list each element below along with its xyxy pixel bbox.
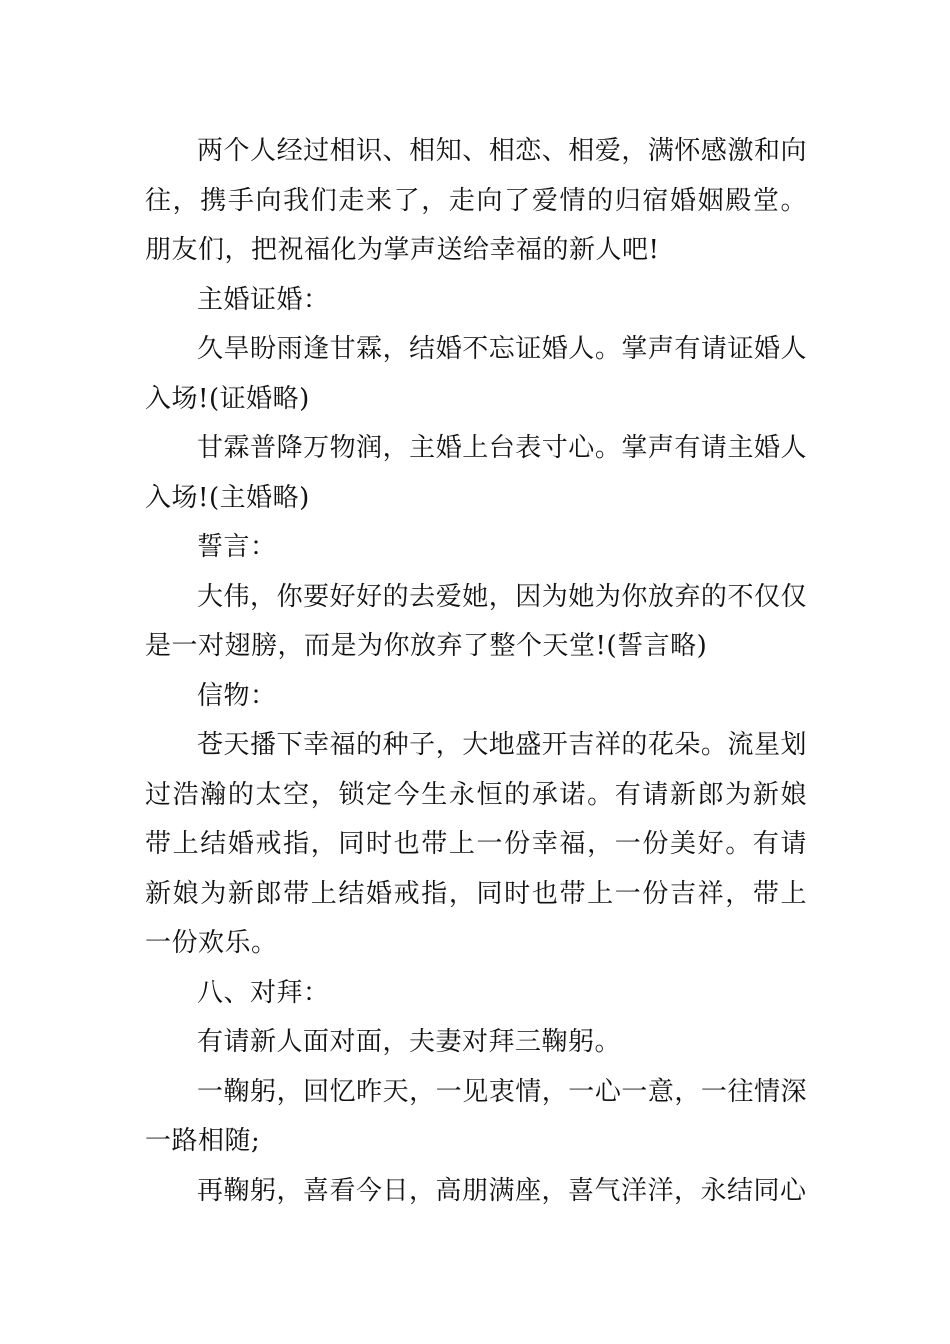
heading-officiant-witness: 主婚证婚： xyxy=(197,284,330,315)
paragraph-bows-intro: 有请新人面对面，夫妻对拜三鞠躬。 xyxy=(197,1027,622,1057)
paragraph-officiant: 甘霖普降万物润，主婚上台表寸心。掌声有请主婚人入场!(主婚略) xyxy=(145,433,807,513)
paragraph-witness: 久旱盼雨逢甘霖，结婚不忘证婚人。掌声有请证婚人入场!(证婚略) xyxy=(145,334,807,414)
paragraph-vows: 大伟，你要好好的去爱她，因为她为你放弃的不仅仅是一对翅膀，而是为你放弃了整个天堂!(誓言略) xyxy=(145,581,807,661)
heading-vows: 誓言： xyxy=(197,532,277,562)
paragraph-rings: 苍天播下幸福的种子，大地盛开吉祥的花朵。流星划过浩瀚的太空，锁定今生永恒的承诺。有请新郎为新娘带上结婚戒指，同时也带上一份幸福，一份美好。有请新娘为新郎带上结婚戒指，同时也带上一份吉祥，带上一份欢乐。 xyxy=(145,730,807,958)
paragraph-second-bow: 再鞠躬，喜看今日，高朋满座，喜气洋洋，永结同心 xyxy=(197,1175,807,1206)
paragraph-intro: 两个人经过相识、相知、相恋、相爱，满怀感激和向往，携手向我们走来了，走向了爱情的归宿婚姻殿堂。朋友们，把祝福化为掌声送给幸福的新人吧! xyxy=(145,136,807,265)
document-body xyxy=(145,127,807,1216)
heading-bows: 八、对拜： xyxy=(197,977,330,1008)
paragraph-first-bow: 一鞠躬，回忆昨天，一见衷情，一心一意，一往情深一路相随; xyxy=(145,1076,807,1156)
heading-tokens: 信物： xyxy=(197,680,277,711)
